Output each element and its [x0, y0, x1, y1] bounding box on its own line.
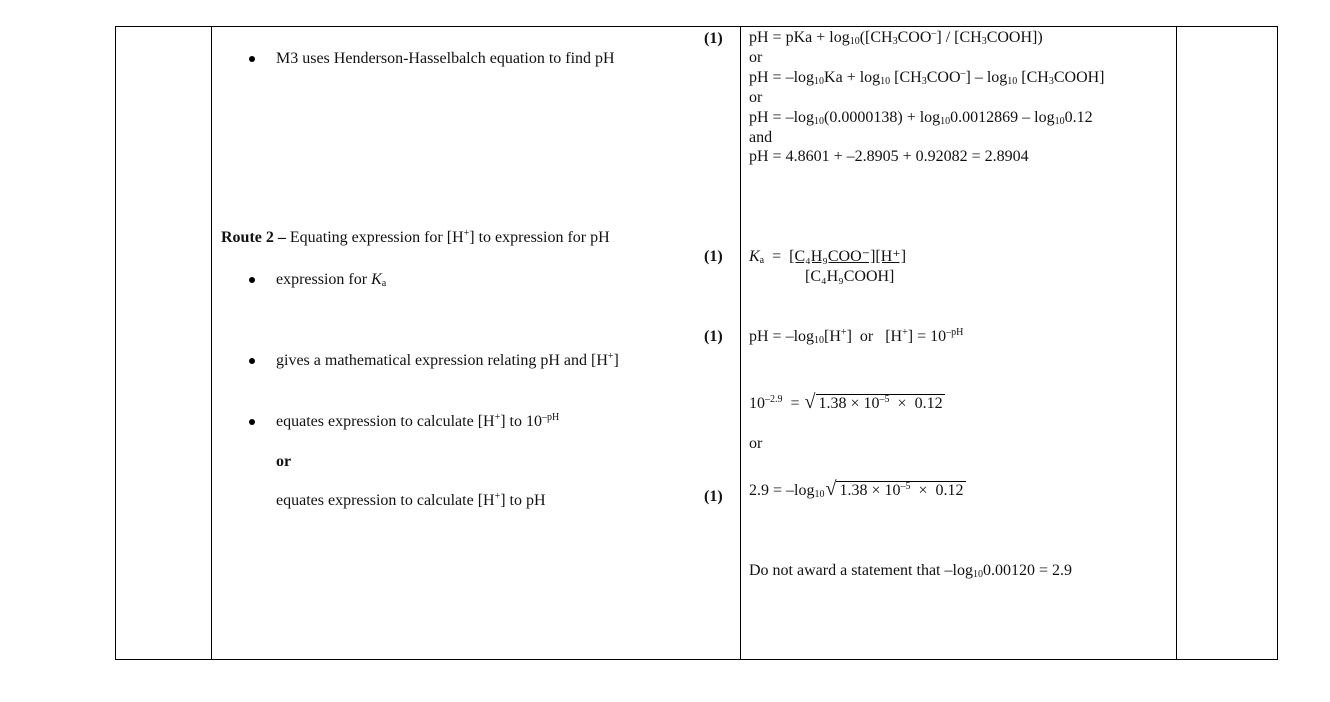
- mark-ka: (1): [704, 248, 723, 265]
- table-left-border: [115, 26, 116, 660]
- bullet-equate: [249, 419, 255, 425]
- and-label: and: [749, 129, 773, 146]
- m3-text: M3 uses Henderson-Hasselbalch equation to find pH: [276, 50, 615, 67]
- sqrt-icon: √: [825, 478, 837, 500]
- mark-ph: (1): [704, 328, 723, 345]
- do-not-award-note: Do not award a statement that $-\log_{10}0.00120 = 2.9$: [749, 562, 1072, 580]
- column-divider-3: [1176, 26, 1177, 660]
- sqrt-icon: √: [804, 391, 816, 413]
- bullet-ph-expression: [249, 358, 255, 364]
- mark-equate: (1): [704, 488, 723, 505]
- bullet-m3: [249, 56, 255, 62]
- column-divider-2: [740, 26, 741, 660]
- bullet-ph-expression-text: gives a mathematical expression relating pH and [H+]: [276, 351, 619, 369]
- answer-hh-line1: pH = pKa + $\log_{10}([CH_3COO^-]$ / $[CH_3COOH]$): [749, 28, 1043, 47]
- bullet-equate-alt-text: equates expression to calculate [H+] to pH: [276, 491, 546, 509]
- ka-denominator: [C₄H₉COOH]: [805, 268, 895, 285]
- answer-hh-line3: pH = $-\log_{10}(0.0000138) + \log_{10}0.0012869 - \log_{10}0.12$: [749, 109, 1093, 127]
- answer-hh-line4: pH = 4.8601 + –2.8905 + 0.92082 = 2.8904: [749, 148, 1029, 165]
- answer-hh-line2: pH = $-\log_{10}Ka + \log_{10} [CH_3COO^-] - \log_{10}$ $[CH_3COOH]$: [749, 68, 1105, 87]
- table-top-border: [115, 26, 1278, 27]
- ka-expression: $K_a = [C_4H_9COO^-][H^+]$: [749, 248, 907, 266]
- ph-definition: pH = $-\log_{10}[H^+]$ or $[H^+] = 10^{-pH}$: [749, 327, 964, 346]
- bullet-ka: [249, 277, 255, 283]
- bullet-ka-text: expression for $K_a$: [276, 271, 387, 289]
- or-bold: or: [276, 453, 292, 470]
- or-1: or: [749, 49, 763, 66]
- column-divider-1: [211, 26, 212, 660]
- equation-sqrt-2: $2.9 = -\log_{10}√$ $1.38 \times 10^{-5} \times 0.12$: [749, 478, 964, 500]
- or-2: or: [749, 89, 763, 106]
- table-right-border: [1277, 26, 1278, 660]
- mark-m3: (1): [704, 30, 723, 47]
- equation-sqrt-1: $10^{-2.9}$ = √ $1.38 \times 10^{-5} \times 0.12$: [749, 391, 943, 413]
- route2-heading: Route 2 – Equating expression for [H+] to expression for pH: [221, 228, 610, 246]
- table-bottom-border: [115, 659, 1278, 660]
- or-3: or: [749, 435, 763, 452]
- bullet-equate-text: equates expression to calculate [H+] to $10^{-pH}$: [276, 412, 560, 430]
